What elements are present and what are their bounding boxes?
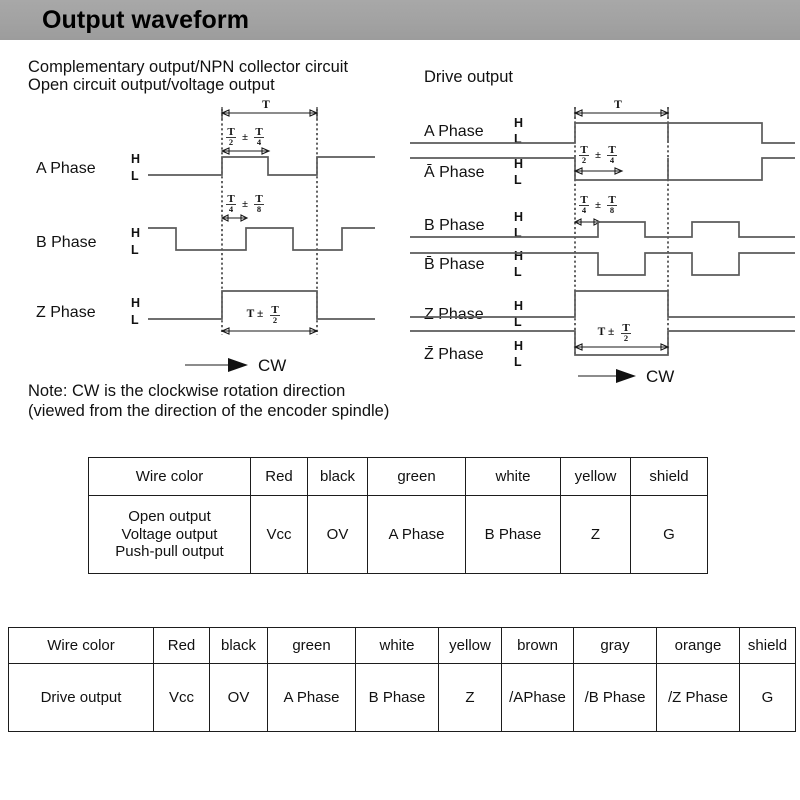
b-shift-denominator-2: 8 [256, 204, 262, 214]
b-shift-numerator-2: T [255, 193, 263, 205]
right-channel-a-bar-low: L [514, 173, 522, 187]
z-width-denominator: 2 [272, 315, 278, 325]
right-channel-label-z-bar: Z̄ Phase [424, 346, 484, 363]
table-two-cell-7: /Z Phase [657, 664, 740, 732]
table-two-header-7: gray [574, 628, 657, 664]
table-two-cell-3: B Phase [356, 664, 439, 732]
table-row [89, 458, 708, 496]
r-b-shift-numerator-2: T [608, 194, 616, 206]
table-one-cell-3: B Phase [466, 496, 561, 574]
table-one-row-label-line-0: Open output [128, 508, 211, 526]
note-line-1: Note: CW is the clockwise rotation direction [28, 382, 346, 400]
title-banner [0, 0, 800, 40]
b-shift-plusminus: ± [241, 198, 249, 210]
a-pulse-plusminus: ± [241, 131, 249, 143]
table-one-row-label-line-2: Push-pull output [115, 543, 224, 561]
table-one-cell-4: Z [561, 496, 631, 574]
right-channel-b-bar-low: L [514, 265, 522, 279]
table-two-cell-2: A Phase [268, 664, 356, 732]
wire-color-table-open-output [88, 457, 708, 574]
table-one-cell-1: OV [308, 496, 368, 574]
table-two-header-4: white [356, 628, 439, 664]
table-two-header-8: orange [657, 628, 740, 664]
r-b-shift-denominator-2: 8 [609, 205, 615, 215]
table-one-row-label-line-1: Voltage output [121, 525, 218, 543]
table-one-cell-5: G [631, 496, 708, 574]
r-b-shift-denominator-1: 4 [581, 205, 587, 215]
right-diagram-caption: Drive output [424, 68, 513, 86]
right-channel-z-high: H [514, 299, 524, 313]
left-channel-z-high: H [131, 296, 141, 310]
left-channel-label-b: B Phase [36, 234, 97, 251]
left-channel-label-a: A Phase [36, 160, 96, 177]
right-channel-a-low: L [514, 132, 522, 146]
r-period-label: T [614, 99, 622, 111]
right-channel-label-z: Z Phase [424, 306, 484, 323]
table-two-header-5: yellow [439, 628, 502, 664]
right-channel-z-bar-low: L [514, 355, 522, 369]
table-one-header-1: Red [251, 458, 308, 496]
right-channel-b-low: L [514, 226, 522, 240]
a-pulse-denominator-2: 4 [256, 137, 262, 147]
right-channel-b-high: H [514, 210, 524, 224]
table-one-header-2: black [308, 458, 368, 496]
left-direction-label: CW [258, 356, 287, 375]
right-waveform-diagram [410, 85, 800, 395]
a-pulse-numerator-1: T [227, 126, 235, 138]
left-waveform-a [148, 157, 375, 175]
z-width-numerator: T [271, 304, 279, 316]
table-two-cell-6: /B Phase [574, 664, 657, 732]
table-row [9, 628, 796, 664]
table-one-header-3: green [368, 458, 466, 496]
table-two-row-label: Drive output [9, 664, 154, 732]
table-one-header-6: shield [631, 458, 708, 496]
right-channel-label-b: B Phase [424, 217, 485, 234]
right-channel-a-high: H [514, 116, 524, 130]
right-channel-a-bar-high: H [514, 157, 524, 171]
right-channel-z-bar-high: H [514, 339, 524, 353]
table-row [89, 496, 708, 574]
r-b-shift-plusminus: ± [594, 199, 602, 211]
table-two-cell-5: /APhase [502, 664, 574, 732]
table-two-header-6: brown [502, 628, 574, 664]
period-label: T [262, 99, 270, 111]
wire-color-table-drive-output [8, 627, 796, 732]
right-direction-label: CW [646, 367, 675, 386]
r-z-width-denominator: 2 [623, 333, 629, 343]
r-a-pulse-plusminus: ± [594, 149, 602, 161]
z-width-lead-label: T ± [246, 308, 264, 320]
cw-arrow-head [228, 358, 248, 372]
r-cw-arrow-head [616, 369, 636, 383]
b-shift-denominator-1: 4 [228, 204, 234, 214]
r-a-pulse-denominator-1: 2 [581, 155, 587, 165]
table-two-header-9: shield [740, 628, 796, 664]
left-channel-b-low: L [131, 243, 139, 257]
right-channel-label-a: A Phase [424, 123, 484, 140]
left-channel-z-low: L [131, 313, 139, 327]
a-pulse-numerator-2: T [255, 126, 263, 138]
table-row [9, 664, 796, 732]
table-two-cell-0: Vcc [154, 664, 210, 732]
note-line-2: (viewed from the direction of the encoder spindle) [28, 402, 390, 420]
r-b-shift-numerator-1: T [580, 194, 588, 206]
table-two-cell-4: Z [439, 664, 502, 732]
r-z-width-lead-label: T ± [597, 326, 615, 338]
left-diagram-caption-line1: Complementary output/NPN collector circuit [28, 58, 349, 76]
b-shift-numerator-1: T [227, 193, 235, 205]
table-two-header-0: Wire color [9, 628, 154, 664]
right-channel-label-b-bar: B̄ Phase [424, 256, 485, 273]
right-channel-label-a-bar: Ā Phase [424, 164, 485, 181]
right-channel-z-low: L [514, 315, 522, 329]
left-channel-a-high: H [131, 152, 141, 166]
table-one-header-4: white [466, 458, 561, 496]
page-title: Output waveform [42, 6, 250, 34]
left-waveform-diagram [0, 95, 400, 385]
table-one-cell-0: Vcc [251, 496, 308, 574]
table-two-header-1: Red [154, 628, 210, 664]
left-channel-label-z: Z Phase [36, 304, 96, 321]
table-one-header-0: Wire color [89, 458, 251, 496]
table-one-cell-2: A Phase [368, 496, 466, 574]
r-a-pulse-numerator-1: T [580, 144, 588, 156]
table-one-header-5: yellow [561, 458, 631, 496]
a-pulse-denominator-1: 2 [228, 137, 234, 147]
table-two-header-3: green [268, 628, 356, 664]
table-one-row-label [89, 496, 251, 574]
left-channel-b-high: H [131, 226, 141, 240]
r-a-pulse-denominator-2: 4 [609, 155, 615, 165]
r-a-pulse-numerator-2: T [608, 144, 616, 156]
r-z-width-numerator: T [622, 322, 630, 334]
right-channel-b-bar-high: H [514, 249, 524, 263]
left-channel-a-low: L [131, 169, 139, 183]
table-two-header-2: black [210, 628, 268, 664]
left-waveform-b [148, 228, 375, 250]
left-diagram-caption-line2: Open circuit output/voltage output [28, 76, 275, 94]
table-two-cell-8: G [740, 664, 796, 732]
table-two-cell-1: OV [210, 664, 268, 732]
